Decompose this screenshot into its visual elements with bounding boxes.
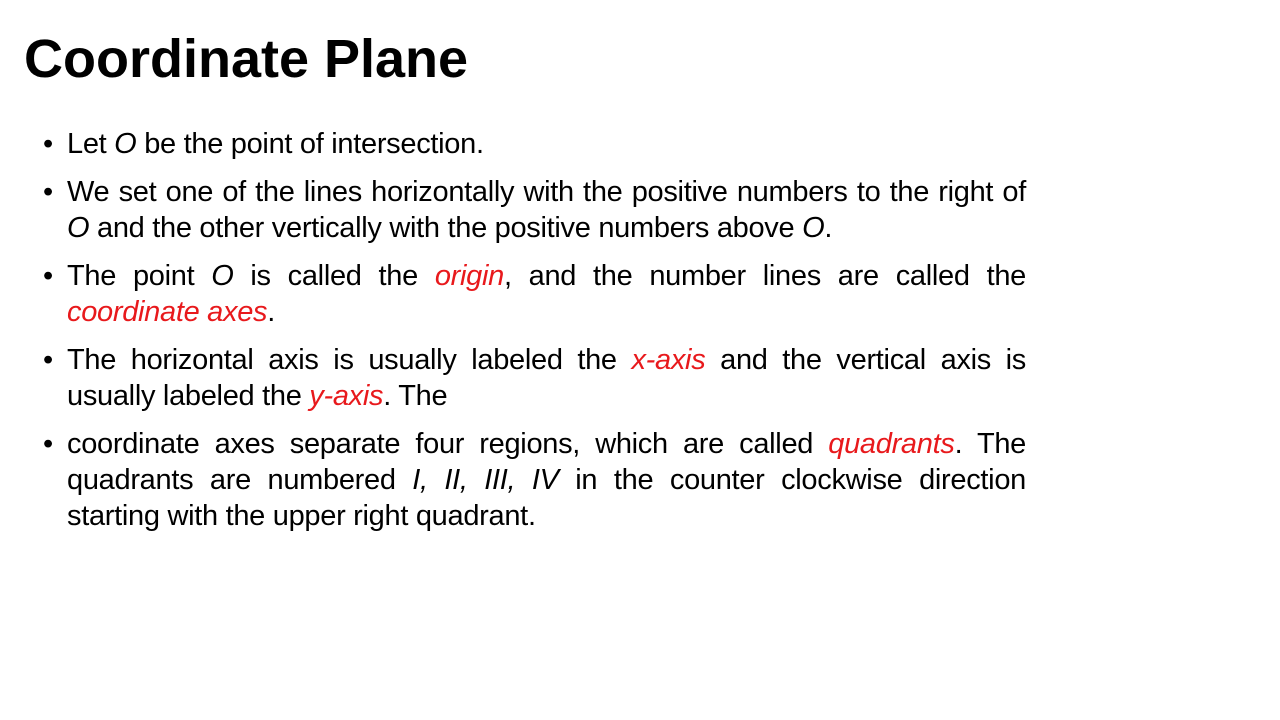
bullet-item xyxy=(43,126,1026,162)
bullet-text: is called the xyxy=(233,260,435,292)
bullet-text: We set one of the lines horizontally with the positive numbers to the right of xyxy=(67,176,1026,208)
bullet-text: , and the number lines are called the xyxy=(503,260,1026,292)
bullet-text: in the counter clockwise direction starting with the upper right quadrant. xyxy=(67,464,1026,532)
term-quadrants: quadrants xyxy=(828,428,955,460)
bullet-text: The point xyxy=(67,260,212,292)
point-o-label: O xyxy=(211,260,234,292)
slide-title: Coordinate Plane xyxy=(24,29,469,89)
term-origin: origin xyxy=(434,260,504,292)
term-y-axis: y-axis xyxy=(309,380,384,412)
bullet-list xyxy=(43,126,1026,546)
bullet-item xyxy=(43,174,1026,246)
bullet-text: Let xyxy=(67,128,115,160)
bullet-text: . xyxy=(267,296,276,328)
term-coordinate-axes: coordinate axes xyxy=(67,296,268,328)
bullet-item xyxy=(43,258,1026,330)
bullet-item xyxy=(43,342,1026,414)
point-o-label: O xyxy=(67,212,90,244)
bullet-text: and the vertical axis is usually labeled the xyxy=(67,344,1026,412)
bullet-text: . The xyxy=(383,380,448,412)
bullet-text: be the point of intersection. xyxy=(136,128,484,160)
bullet-text: The horizontal axis is usually labeled the xyxy=(67,344,632,376)
bullet-text: coordinate axes separate four regions, which are called xyxy=(67,428,829,460)
bullet-text: . The quadrants are numbered xyxy=(67,428,1027,496)
quadrant-numerals: I, II, III, IV xyxy=(412,464,559,496)
point-o-label: O xyxy=(802,212,825,244)
point-o-label: O xyxy=(114,128,137,160)
bullet-item xyxy=(43,426,1026,534)
bullet-text: . xyxy=(824,212,833,244)
term-x-axis: x-axis xyxy=(631,344,706,376)
bullet-text: and the other vertically with the positive numbers above xyxy=(89,212,803,244)
